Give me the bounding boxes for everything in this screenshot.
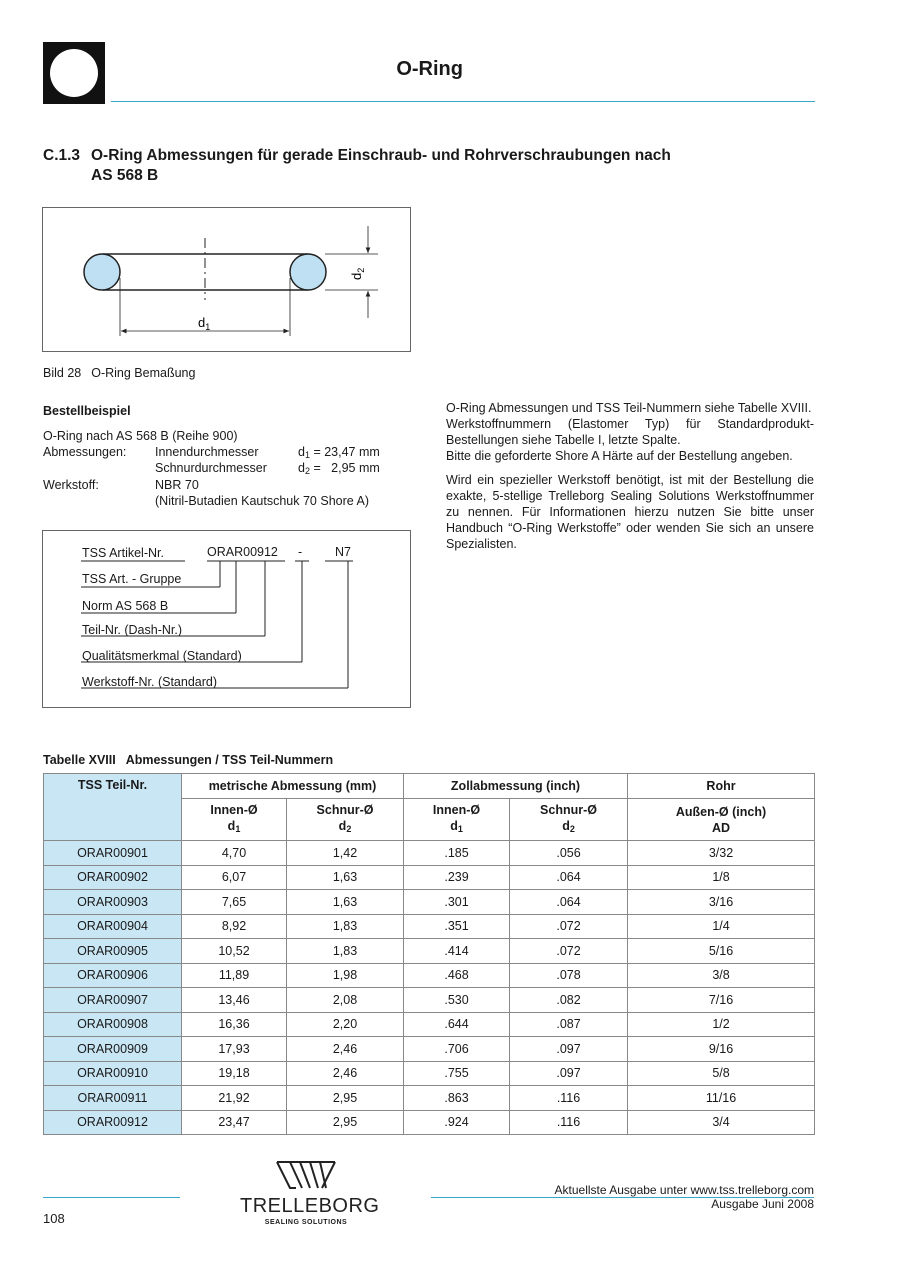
value-cell: 1,98 — [287, 963, 404, 988]
col-header-pipe: Rohr — [628, 774, 815, 799]
value-cell: 3/16 — [628, 890, 815, 915]
material-value: NBR 70 — [155, 478, 199, 492]
oring-cross-section-right — [290, 254, 326, 290]
value-cell: 9/16 — [628, 1037, 815, 1062]
part-number-cell: ORAR00903 — [44, 890, 182, 915]
value-cell: .301 — [404, 890, 510, 915]
value-cell: .644 — [404, 1012, 510, 1037]
col-header-outer: Außen-Ø (inch) AD — [628, 799, 815, 841]
value-cell: 1/8 — [628, 865, 815, 890]
value-cell: 6,07 — [182, 865, 287, 890]
part-number-cell: ORAR00906 — [44, 963, 182, 988]
table-row — [44, 841, 815, 866]
order-example-line1: O-Ring nach AS 568 B (Reihe 900) — [43, 429, 238, 443]
value-cell: 2,95 — [287, 1086, 404, 1111]
value-cell: .924 — [404, 1110, 510, 1135]
table-row — [44, 1037, 815, 1062]
inner-diameter-label: Innendurchmesser — [155, 445, 259, 459]
part-number-cell: ORAR00904 — [44, 914, 182, 939]
col-header-inner-inch: Innen-Ø $d_1$ — [404, 799, 510, 841]
value-cell: 4,70 — [182, 841, 287, 866]
table-title: Tabelle XVIII Abmessungen / TSS Teil-Nummern — [43, 753, 334, 767]
value-cell: .414 — [404, 939, 510, 964]
cord-diameter-label: Schnurdurchmesser — [155, 461, 267, 475]
footer-date: Ausgabe Juni 2008 — [711, 1197, 814, 1211]
info-paragraph-2: Werkstoffnummern (Elastomer Typ) für Standardprodukt-Bestellungen siehe Tabelle I, letzte Spalte. — [446, 417, 814, 447]
value-cell: 3/4 — [628, 1110, 815, 1135]
col-header-inner-mm: Innen-Ø $d_1$ — [182, 799, 287, 841]
material-label: Werkstoff: — [43, 478, 99, 492]
breakdown-label-group: TSS Art. - Gruppe — [82, 572, 182, 586]
inner-diameter-value: $d_1 = 23,47$ mm — [298, 445, 380, 460]
article-number-label: TSS Artikel-Nr. — [82, 546, 164, 560]
breakdown-label-norm: Norm AS 568 B — [82, 599, 169, 613]
figure-caption-number: Bild 28 — [43, 366, 82, 380]
table-row — [44, 914, 815, 939]
value-cell: .239 — [404, 865, 510, 890]
value-cell: 1/4 — [628, 914, 815, 939]
value-cell: 17,93 — [182, 1037, 287, 1062]
value-cell: 1/2 — [628, 1012, 815, 1037]
trelleborg-logo — [240, 1160, 380, 1226]
value-cell: 7/16 — [628, 988, 815, 1013]
value-cell: 7,65 — [182, 890, 287, 915]
value-cell: .706 — [404, 1037, 510, 1062]
logo-tagline: SEALING SOLUTIONS — [264, 1219, 348, 1226]
order-example-title: Bestellbeispiel — [43, 404, 131, 418]
part-number-cell: ORAR00909 — [44, 1037, 182, 1062]
page-title: O-Ring — [396, 58, 463, 80]
breakdown-label-dash: Teil-Nr. (Dash-Nr.) — [82, 623, 183, 637]
logo-wordmark: TRELLEBORG — [240, 1195, 380, 1217]
value-cell: 2,46 — [287, 1061, 404, 1086]
figure-caption — [43, 366, 195, 380]
page-number: 108 — [43, 1211, 65, 1226]
article-code-dash: - — [298, 545, 303, 559]
value-cell: 3/8 — [628, 963, 815, 988]
part-number-cell: ORAR00901 — [44, 841, 182, 866]
trelleborg-logo-icon — [240, 1160, 372, 1190]
header-divider — [111, 101, 815, 102]
table-row — [44, 890, 815, 915]
value-cell: 8,92 — [182, 914, 287, 939]
order-info-text — [446, 400, 814, 560]
oring-drawing — [43, 208, 410, 351]
table-row — [44, 1086, 815, 1111]
value-cell: 1,83 — [287, 914, 404, 939]
value-cell: 2,95 — [287, 1110, 404, 1135]
oring-cross-section-left — [84, 254, 120, 290]
value-cell: .116 — [510, 1110, 628, 1135]
table-row — [44, 963, 815, 988]
d1-label: $d_1$ — [198, 315, 211, 332]
col-header-cord-mm: Schnur-Ø $d_2$ — [287, 799, 404, 841]
dims-label: Abmessungen: — [43, 445, 127, 459]
value-cell: .082 — [510, 988, 628, 1013]
value-cell: 5/8 — [628, 1061, 815, 1086]
table-row — [44, 1012, 815, 1037]
value-cell: .056 — [510, 841, 628, 866]
value-cell: 21,92 — [182, 1086, 287, 1111]
part-number-cell: ORAR00912 — [44, 1110, 182, 1135]
value-cell: 10,52 — [182, 939, 287, 964]
part-number-cell: ORAR00911 — [44, 1086, 182, 1111]
part-number-cell: ORAR00910 — [44, 1061, 182, 1086]
part-number-cell: ORAR00902 — [44, 865, 182, 890]
value-cell: 1,42 — [287, 841, 404, 866]
info-paragraph-3: Bitte die geforderte Shore A Härte auf der Bestellung angeben. — [446, 449, 793, 463]
value-cell: 19,18 — [182, 1061, 287, 1086]
d2-label: $d_2$ — [349, 267, 366, 280]
value-cell: 23,47 — [182, 1110, 287, 1135]
dimensions-table — [43, 773, 815, 1135]
value-cell: .863 — [404, 1086, 510, 1111]
value-cell: .097 — [510, 1061, 628, 1086]
value-cell: 1,83 — [287, 939, 404, 964]
breakdown-label-quality: Qualitätsmerkmal (Standard) — [82, 649, 242, 663]
section-title-line2: AS 568 B — [91, 167, 159, 184]
table-row — [44, 988, 815, 1013]
value-cell: 13,46 — [182, 988, 287, 1013]
footer-divider-left — [43, 1197, 180, 1198]
part-number-cell: ORAR00905 — [44, 939, 182, 964]
footer-website: Aktuellste Ausgabe unter www.tss.trelleborg.com — [554, 1183, 814, 1197]
info-paragraph-1: O-Ring Abmessungen und TSS Teil-Nummern siehe Tabelle XVIII. — [446, 401, 812, 415]
value-cell: 5/16 — [628, 939, 815, 964]
value-cell: .072 — [510, 914, 628, 939]
col-header-inch: Zollabmessung (inch) — [404, 774, 628, 799]
value-cell: .072 — [510, 939, 628, 964]
col-header-part: TSS Teil-Nr. — [44, 774, 182, 841]
value-cell: .185 — [404, 841, 510, 866]
part-number-cell: ORAR00908 — [44, 1012, 182, 1037]
oring-dimension-figure — [42, 207, 411, 352]
article-number-breakdown — [42, 530, 411, 708]
value-cell: 3/32 — [628, 841, 815, 866]
info-paragraph-4: Wird ein spezieller Werkstoff benötigt, ist mit der Bestellung die exakte, 5-stellige Trelleborg Sealing Solutions Werkstoffnummer zu nennen. Für Informationen hierzu nutzen Sie bitte unser Handbuch “O-Ring Werkstoffe” oder wenden Sie sich an unsere Spezialisten. — [446, 473, 814, 551]
table-row — [44, 865, 815, 890]
value-cell: 2,08 — [287, 988, 404, 1013]
part-number-cell: ORAR00907 — [44, 988, 182, 1013]
value-cell: .530 — [404, 988, 510, 1013]
value-cell: .116 — [510, 1086, 628, 1111]
breakdown-label-material: Werkstoff-Nr. (Standard) — [82, 675, 217, 689]
value-cell: 1,63 — [287, 890, 404, 915]
col-header-metric: metrische Abmessung (mm) — [182, 774, 404, 799]
value-cell: 11,89 — [182, 963, 287, 988]
footer-edition — [555, 1183, 814, 1211]
section-number: C.1.3 — [43, 147, 81, 164]
cord-diameter-value: $d_2 = 2,95$ mm — [298, 461, 380, 476]
material-code: N7 — [335, 545, 351, 559]
article-code: ORAR00912 — [207, 545, 278, 559]
table-row — [44, 939, 815, 964]
table-row — [44, 1061, 815, 1086]
value-cell: 2,46 — [287, 1037, 404, 1062]
col-header-cord-inch: Schnur-Ø $d_2$ — [510, 799, 628, 841]
value-cell: 1,63 — [287, 865, 404, 890]
value-cell: .078 — [510, 963, 628, 988]
value-cell: 16,36 — [182, 1012, 287, 1037]
value-cell: .097 — [510, 1037, 628, 1062]
value-cell: 2,20 — [287, 1012, 404, 1037]
value-cell: .468 — [404, 963, 510, 988]
section-title-line1: O-Ring Abmessungen für gerade Einschraub- und Rohrverschraubungen nach — [91, 147, 671, 164]
value-cell: 11/16 — [628, 1086, 815, 1111]
figure-caption-text: O-Ring Bemaßung — [91, 366, 196, 380]
material-description: (Nitril-Butadien Kautschuk 70 Shore A) — [155, 494, 369, 508]
value-cell: .351 — [404, 914, 510, 939]
value-cell: .064 — [510, 890, 628, 915]
table-row — [44, 1110, 815, 1135]
value-cell: .087 — [510, 1012, 628, 1037]
value-cell: .064 — [510, 865, 628, 890]
value-cell: .755 — [404, 1061, 510, 1086]
